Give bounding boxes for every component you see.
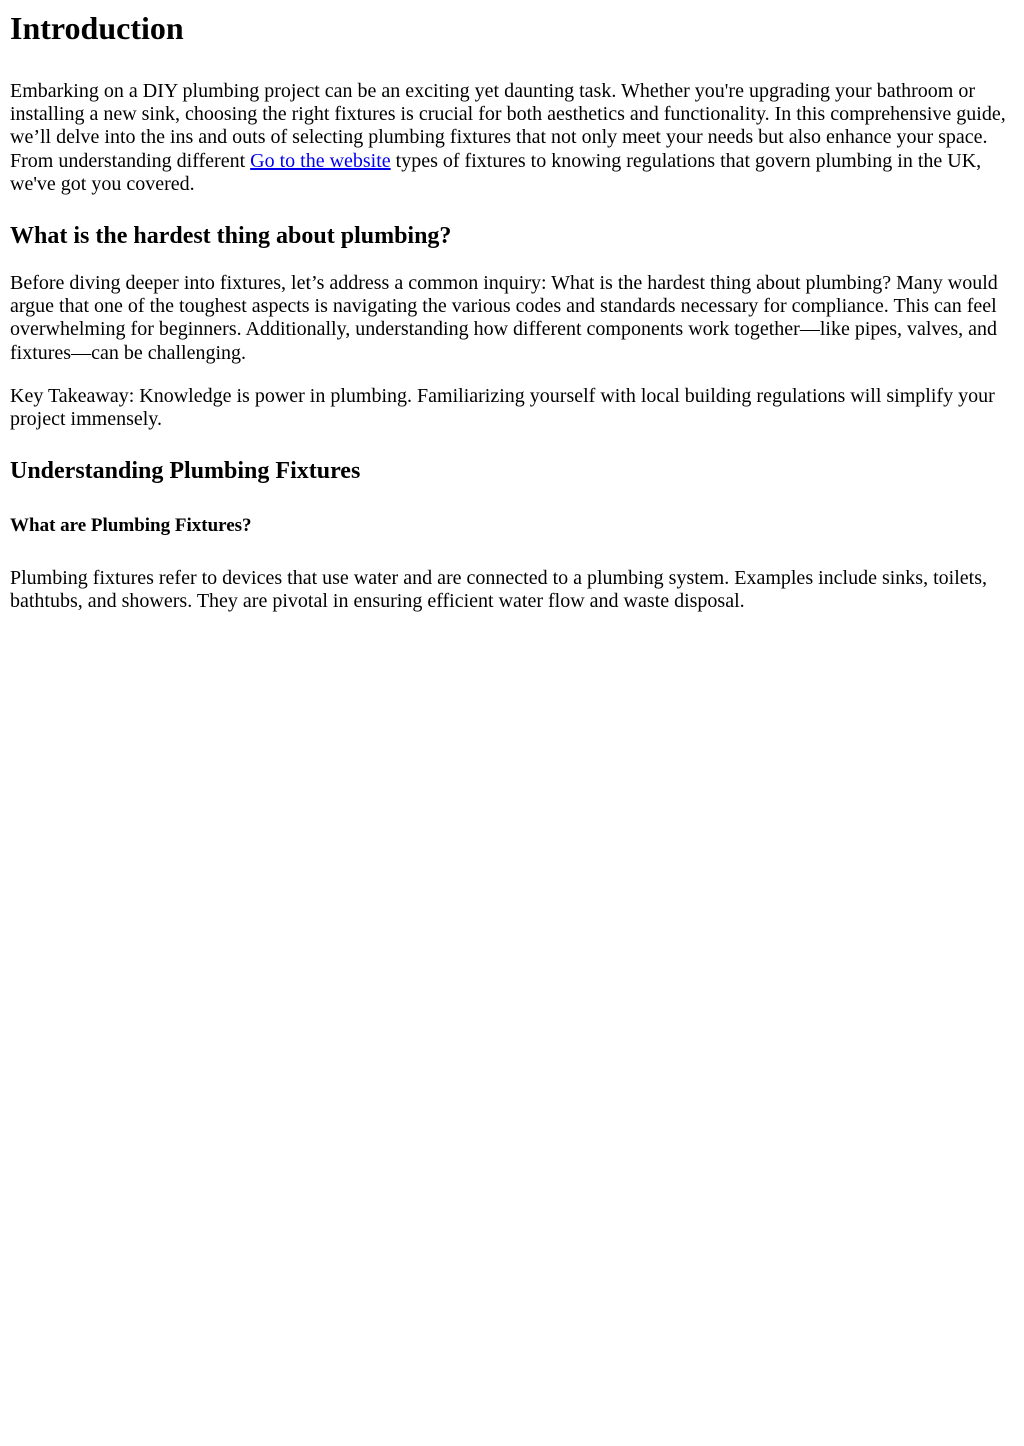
intro-heading: Introduction: [10, 10, 184, 46]
intro-paragraph: [10, 80, 1014, 196]
fixtures-definition-paragraph: Plumbing fixtures refer to devices that use water and are connected to a plumbing system. Examples include sinks, toilets, bathtubs, and showers. They are pivotal in ensuring efficient water flow and waste disposal.: [10, 567, 987, 613]
hardest-thing-heading: What is the hardest thing about plumbing?: [10, 223, 452, 250]
understanding-fixtures-heading: Understanding Plumbing Fixtures: [10, 458, 361, 485]
intro-text-before-link: Embarking on a DIY plumbing project can be an exciting yet daunting task. Whether you're upgrading your bathroom or installing a new sink, choosing the right fixtures is crucial for both aesthetics and functionality. In this comprehensive guide, we’ll delve into the ins and outs of selecting plumbing fixtures that not only meet your needs but also enhance your space. From understanding different: [10, 80, 1006, 172]
article: [0, 0, 1024, 614]
hardest-thing-paragraph: Before diving deeper into fixtures, let’s address a common inquiry: What is the hardest thing about plumbing? Many would argue that one of the toughest aspects is navigating the various codes and standards necessary for compliance. This can feel overwhelming for beginners. Additionally, understanding how different components work together—like pipes, valves, and fixtures—can be challenging.: [10, 272, 998, 364]
intro-text-after-link: types of fixtures to knowing regulations that govern plumbing in the UK, we've got you covered.: [10, 149, 982, 195]
go-to-website-link[interactable]: Go to the website: [250, 149, 391, 172]
key-takeaway-paragraph: Key Takeaway: Knowledge is power in plumbing. Familiarizing yourself with local building regulations will simplify your project immensely.: [10, 384, 995, 431]
what-are-fixtures-subheading: What are Plumbing Fixtures?: [10, 515, 252, 537]
